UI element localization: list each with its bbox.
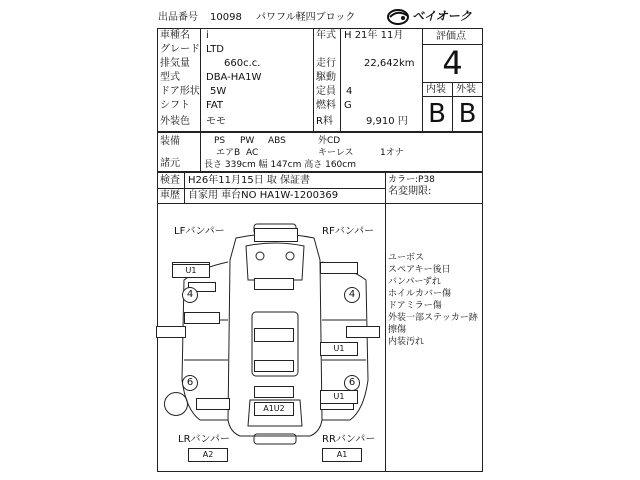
lr-bumper-code: A2	[188, 448, 228, 462]
lf-bumper-label: LFバンパー	[174, 226, 225, 237]
model-value: i	[206, 30, 209, 41]
note-item: バンパーずれ	[388, 277, 441, 287]
color-code: カラー:P38	[388, 175, 435, 185]
front-right-lamp	[286, 252, 294, 260]
shift-label: シフト	[160, 100, 190, 111]
equip-one-owner: 1オナ	[380, 148, 404, 158]
overall-score-label: 評価点	[436, 31, 466, 42]
year-label: 年式	[316, 30, 336, 41]
note-item: ドアミラー傷	[388, 301, 442, 311]
exterior-score-value: B	[458, 99, 477, 129]
rf-tire-tread: 4	[344, 287, 360, 303]
model-label: 車種名	[160, 30, 190, 41]
spec-col-divider	[200, 28, 201, 132]
shop-name: パワフル軽四ブロック	[256, 12, 356, 23]
lr-tire-tread: 6	[182, 375, 198, 391]
note-item: 内装汚れ	[388, 337, 425, 347]
capacity-label: 定員	[316, 86, 336, 97]
inspection-col-divider	[385, 172, 386, 204]
doors-label: ドア形状	[160, 86, 200, 97]
lr-quarter-mark	[196, 398, 230, 410]
fuel-label: 燃料	[316, 100, 336, 111]
rf-bumper-label: RFバンパー	[322, 226, 375, 237]
dims-value: 長さ 339cm 幅 147cm 高さ 160cm	[204, 160, 356, 170]
displacement-label: 排気量	[160, 58, 190, 69]
note-item: ユーボス	[388, 253, 425, 263]
type-label: 型式	[160, 72, 180, 83]
lot-number-value: 10098	[210, 12, 242, 23]
rf-fender-mark	[320, 262, 358, 274]
right-door-u1-code: U1	[320, 342, 358, 356]
note-item: ホイルカバー傷	[388, 289, 452, 299]
diagram-divider	[385, 204, 386, 472]
rr-tire-tread: 6	[344, 375, 360, 391]
hood-shape	[246, 243, 304, 280]
name-change-deadline: 名変期限:	[388, 186, 432, 197]
interior-score-value: B	[428, 99, 446, 129]
inspection-value: H26年11月15日 取 保証書	[188, 175, 311, 186]
usage-label: 車歴	[160, 190, 180, 201]
notes-list	[388, 252, 482, 348]
displacement-value: 660c.c.	[224, 58, 261, 69]
color-value: モモ	[206, 116, 226, 127]
equip-abs: ABS	[268, 136, 286, 146]
lr-bumper-label: LRバンパー	[178, 434, 230, 445]
equipment-divider	[200, 132, 201, 172]
dims-label: 諸元	[160, 158, 180, 169]
shift-value: FAT	[206, 100, 224, 111]
mileage-value: 22,642km	[364, 58, 415, 69]
lf-door2-mark	[184, 312, 220, 324]
doors-value: 5W	[210, 86, 227, 97]
logo-icon	[386, 7, 412, 27]
spec-col-divider-3	[340, 28, 341, 132]
brand-logo	[386, 6, 482, 28]
color-label: 外装色	[160, 116, 190, 127]
type-value: DBA-HA1W	[206, 72, 262, 83]
overall-score-value: 4	[442, 44, 463, 82]
year-value: H 21年 11月	[344, 30, 404, 41]
note-item: スペアキー後日	[388, 265, 451, 275]
grade-label: グレード	[160, 44, 200, 55]
front-left-lamp	[256, 252, 264, 260]
logo-text: ベイオーク	[412, 9, 472, 23]
equip-ps: PS	[214, 136, 226, 146]
drive-label: 駆動	[316, 72, 336, 83]
inspection-row-divider	[157, 188, 385, 189]
equipment-label: 装備	[160, 136, 180, 147]
rear-a1u2-code: A1U2	[254, 402, 294, 416]
inspection-label: 検査	[160, 175, 180, 186]
recycle-label: R料	[316, 116, 333, 127]
spec-col-divider-2	[313, 28, 314, 132]
equip-pw: PW	[240, 136, 255, 146]
note-item: 外装一部ステッカー跡	[388, 313, 478, 323]
hood-mark	[254, 278, 294, 290]
right-mirror-mark	[346, 326, 380, 338]
equip-airbag: エアB	[216, 148, 241, 158]
rear-mark	[254, 386, 294, 398]
equip-keyless: キーレス	[318, 148, 354, 158]
capacity-value: 4	[346, 86, 353, 97]
lf-u1-code: U1	[172, 264, 210, 278]
note-item: 擦傷	[388, 325, 407, 335]
exterior-score-label: 外装	[456, 84, 476, 95]
fuel-value: G	[344, 100, 352, 111]
rr-bumper-code: A1	[322, 448, 362, 462]
trunk-mark	[254, 360, 294, 372]
spare-wheel-mark	[164, 392, 188, 416]
equip-cd: 外CD	[318, 136, 341, 146]
recycle-value: 9,910 円	[366, 116, 408, 127]
rr-u1-code: U1	[320, 390, 358, 404]
equip-ac: AC	[246, 148, 259, 158]
grade-value: LTD	[206, 44, 225, 55]
usage-value: 自家用 車台NO HA1W-1200369	[188, 190, 339, 201]
rr-bumper-label: RRバンパー	[322, 434, 376, 445]
left-mirror-mark	[156, 326, 186, 338]
interior-score-label: 内装	[426, 84, 446, 95]
lot-number-label: 出品番号	[158, 12, 198, 23]
left-door-lines	[184, 320, 228, 360]
roof-mark	[254, 328, 294, 342]
lf-tire-tread: 4	[182, 287, 198, 303]
mileage-label: 走行	[316, 58, 336, 69]
front-bumper-mark	[254, 228, 298, 242]
